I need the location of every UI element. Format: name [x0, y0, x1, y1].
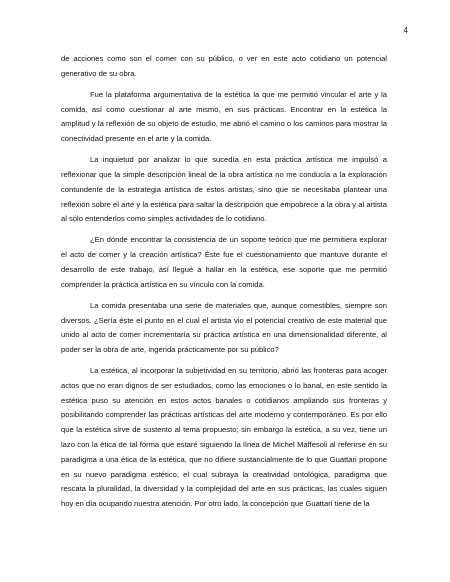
paragraph: ¿En dónde encontrar la consistencia de un soporte teórico que me permitiera explorar el acto de comer y la creación artística? Éste fue el cuestionamiento que mantuve durante el desarrollo de este trabajo, así llegué a hallar en la estética, ese soporte que me permitió comprender la práctica artística en su vínculo con la comida. — [61, 235, 387, 289]
paragraph: La comida presentaba una serie de materiales que, aunque comestibles, siempre son diversos. ¿Sería éste el punto en el cual el artista vio el potencial creativo de este material que unido al acto de comer incrementaría su práctica artística en una dimensionalidad diferente, al poder ser la obra de arte, ingerida prácticamente por su público? — [61, 300, 387, 355]
paragraph: La estética, al incorporar la subjetividad en su territorio, abrió las fronteras para acoger actos que no eran dignos de ser estudiados, como las emociones o lo banal, en este sentido la estética puso su atención en estos actos banales o cotidianos ampliando sus fronteras y posibilitando comprender las prácticas artísticas del arte moderno y contemporáneo. Es por ello que la estética sirve de sustento al tema propuesto; sin embargo la estética, a su vez, tiene un lazo con la ética de tal forma que estaré siguiendo la línea de Michel Maffesoli al referirse en su paradigma a una ética de la estética, que no difiere sustancialmente de lo que Guattari propone en su nuevo paradigma estético, el cual subraya la creatividad ontológica, paradigma que rescata la pluralidad, la diversidad y la complejidad del arte en sus prácticas, las cuales siguen hoy en día ocupando nuestra atención. Por otro lado, la concepción que Guattari tiene de la — [61, 366, 387, 509]
page-number: 4 — [403, 26, 408, 35]
paragraph-continued: de acciones como son el comer con su público, o ver en este acto cotidiano un potencial generativo de su obra. — [61, 54, 387, 78]
paragraph: Fue la plataforma argumentativa de la estética la que me permitió vincular el arte y la comida, así como cuestionar al arte mismo, en sus prácticas. Encontrar en la estética la amplitud y la reflexión de su objeto de estudio, me abrió el camino o los caminos para mostrar la conectividad presente en el arte y la comida. — [61, 89, 387, 144]
paragraph: La inquietud por analizar lo que sucedía en esta práctica artística me impulsó a reflexionar que la simple descripción lineal de la obra artística no me conducía a la exploración contundente de la estrategia artística de estos artistas, sino que se necesitaba plantear una reflexión sobre el arte y la estética para saltar la descripción que empobrece a la obra y al artista al sólo entenderlos como simples actividades de lo cotidiano. — [61, 155, 387, 224]
document-body — [61, 52, 387, 518]
